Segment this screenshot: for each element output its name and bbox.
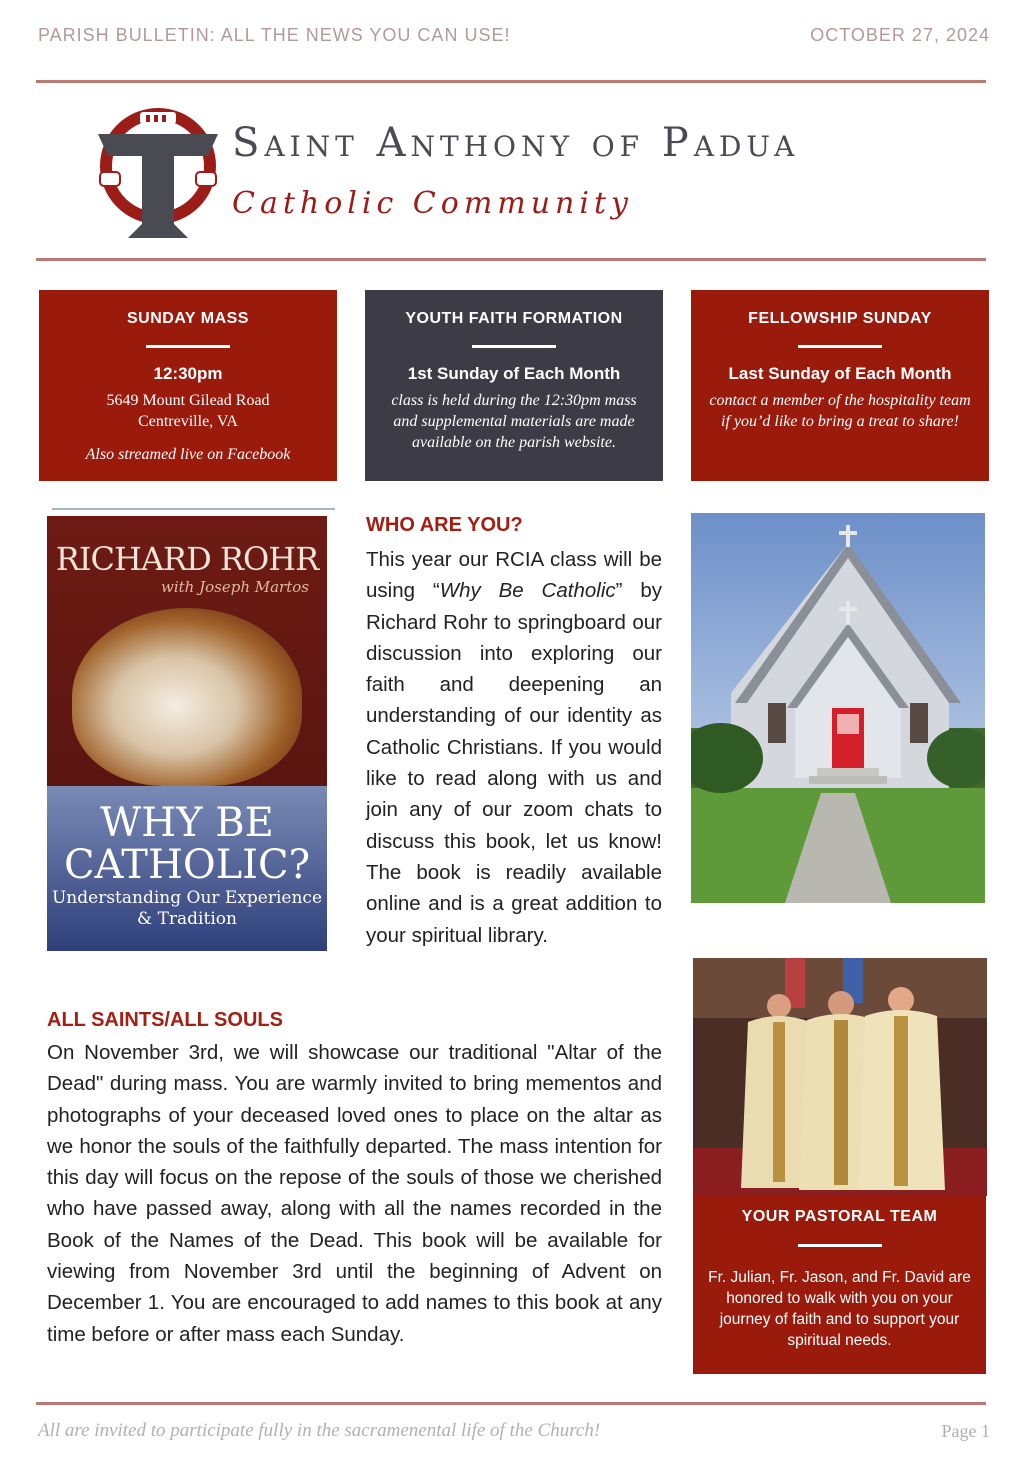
top-divider bbox=[36, 80, 986, 83]
mass-stream-note: Also streamed live on Facebook bbox=[85, 446, 291, 463]
mass-time: 12:30pm bbox=[153, 364, 223, 383]
book-subtitle: Understanding Our Experience & Tradition bbox=[51, 888, 323, 929]
mass-address-line2: Centreville, VA bbox=[138, 413, 238, 430]
who-are-you-heading: WHO ARE YOU? bbox=[366, 514, 523, 536]
box-divider bbox=[798, 345, 882, 348]
book-coauthor: with Joseph Martos bbox=[161, 578, 309, 596]
mass-address-line1: 5649 Mount Gilead Road bbox=[106, 392, 270, 409]
fellowship-title: FELLOWSHIP SUNDAY bbox=[748, 310, 932, 327]
youth-formation-when: 1st Sunday of Each Month bbox=[407, 364, 621, 383]
page-number: Page 1 bbox=[941, 1421, 990, 1441]
pastoral-team-text: Fr. Julian, Fr. Jason, and Fr. David are honored to walk with you on your journey of faith and to support your spiritual needs. bbox=[708, 1269, 971, 1349]
bulletin-header-title: PARISH BULLETIN: ALL THE NEWS YOU CAN USE! bbox=[38, 25, 511, 45]
parish-name: Saint Anthony of Padua bbox=[232, 120, 800, 166]
youth-formation-desc: class is held during the 12:30pm mass and supplemental materials are made available on the parish website. bbox=[391, 392, 637, 451]
box-divider bbox=[798, 1244, 882, 1247]
parish-subtitle: Catholic Community bbox=[232, 186, 633, 221]
fellowship-when: Last Sunday of Each Month bbox=[728, 364, 952, 383]
pastoral-team-box bbox=[693, 1196, 986, 1374]
pastoral-team-title: YOUR PASTORAL TEAM bbox=[741, 1208, 938, 1225]
communion-hosts-image bbox=[72, 608, 302, 786]
who-text-part1: This year our RCIA class will be using “ bbox=[366, 548, 662, 603]
box-divider bbox=[146, 345, 230, 348]
fellowship-sunday-box bbox=[691, 290, 989, 481]
box-divider bbox=[472, 345, 556, 348]
youth-formation-box bbox=[365, 290, 663, 481]
youth-formation-title: YOUTH FAITH FORMATION bbox=[405, 310, 623, 327]
book-reference: Why Be Catholic bbox=[439, 579, 616, 603]
who-are-you-text bbox=[366, 544, 662, 951]
cover-accent-line bbox=[52, 508, 335, 510]
book-cover-image bbox=[47, 516, 327, 951]
all-saints-text: On November 3rd, we will showcase our traditional "Altar of the Dead" during mass. You are warmly invited to bring mementos and photographs of your deceased loved ones to place on the altar as we honor the souls of the faithfully departed. The mass intention for this day will focus on the repose of the souls of those we cherished who have passed away, along with all the names recorded in the Book of the Names of the Dead. This book will be available for viewing from November 3rd until the beginning of Advent on December 1. You are encouraged to add names to this book at any time before or after mass each Sunday. bbox=[47, 1041, 662, 1346]
who-text-part2: ” by Richard Rohr to springboard our discussion into exploring our faith and deepening an understanding of our identity as Catholic Christians. If you would like to read along with us and join any of our zoom chats to discuss this book, let us know! The book is readily available online and is a great addition to your spiritual library. bbox=[366, 579, 662, 947]
logo-divider bbox=[36, 258, 986, 261]
all-saints-heading: ALL SAINTS/ALL SOULS bbox=[47, 1009, 283, 1031]
sunday-mass-title: SUNDAY MASS bbox=[127, 310, 249, 327]
sunday-mass-box bbox=[39, 290, 337, 481]
footer-divider bbox=[36, 1402, 986, 1405]
bulletin-date: OCTOBER 27, 2024 bbox=[810, 25, 990, 45]
footer-tagline: All are invited to participate fully in the sacramenental life of the Church! bbox=[38, 1420, 601, 1441]
parish-logo-icon bbox=[88, 104, 228, 240]
church-photo bbox=[691, 513, 985, 903]
pastoral-team-photo bbox=[693, 958, 987, 1196]
book-author: RICHARD ROHR bbox=[55, 540, 319, 578]
book-title: WHY BE CATHOLIC? bbox=[63, 800, 311, 888]
fellowship-desc: contact a member of the hospitality team if you’d like to bring a treat to share! bbox=[709, 392, 971, 430]
